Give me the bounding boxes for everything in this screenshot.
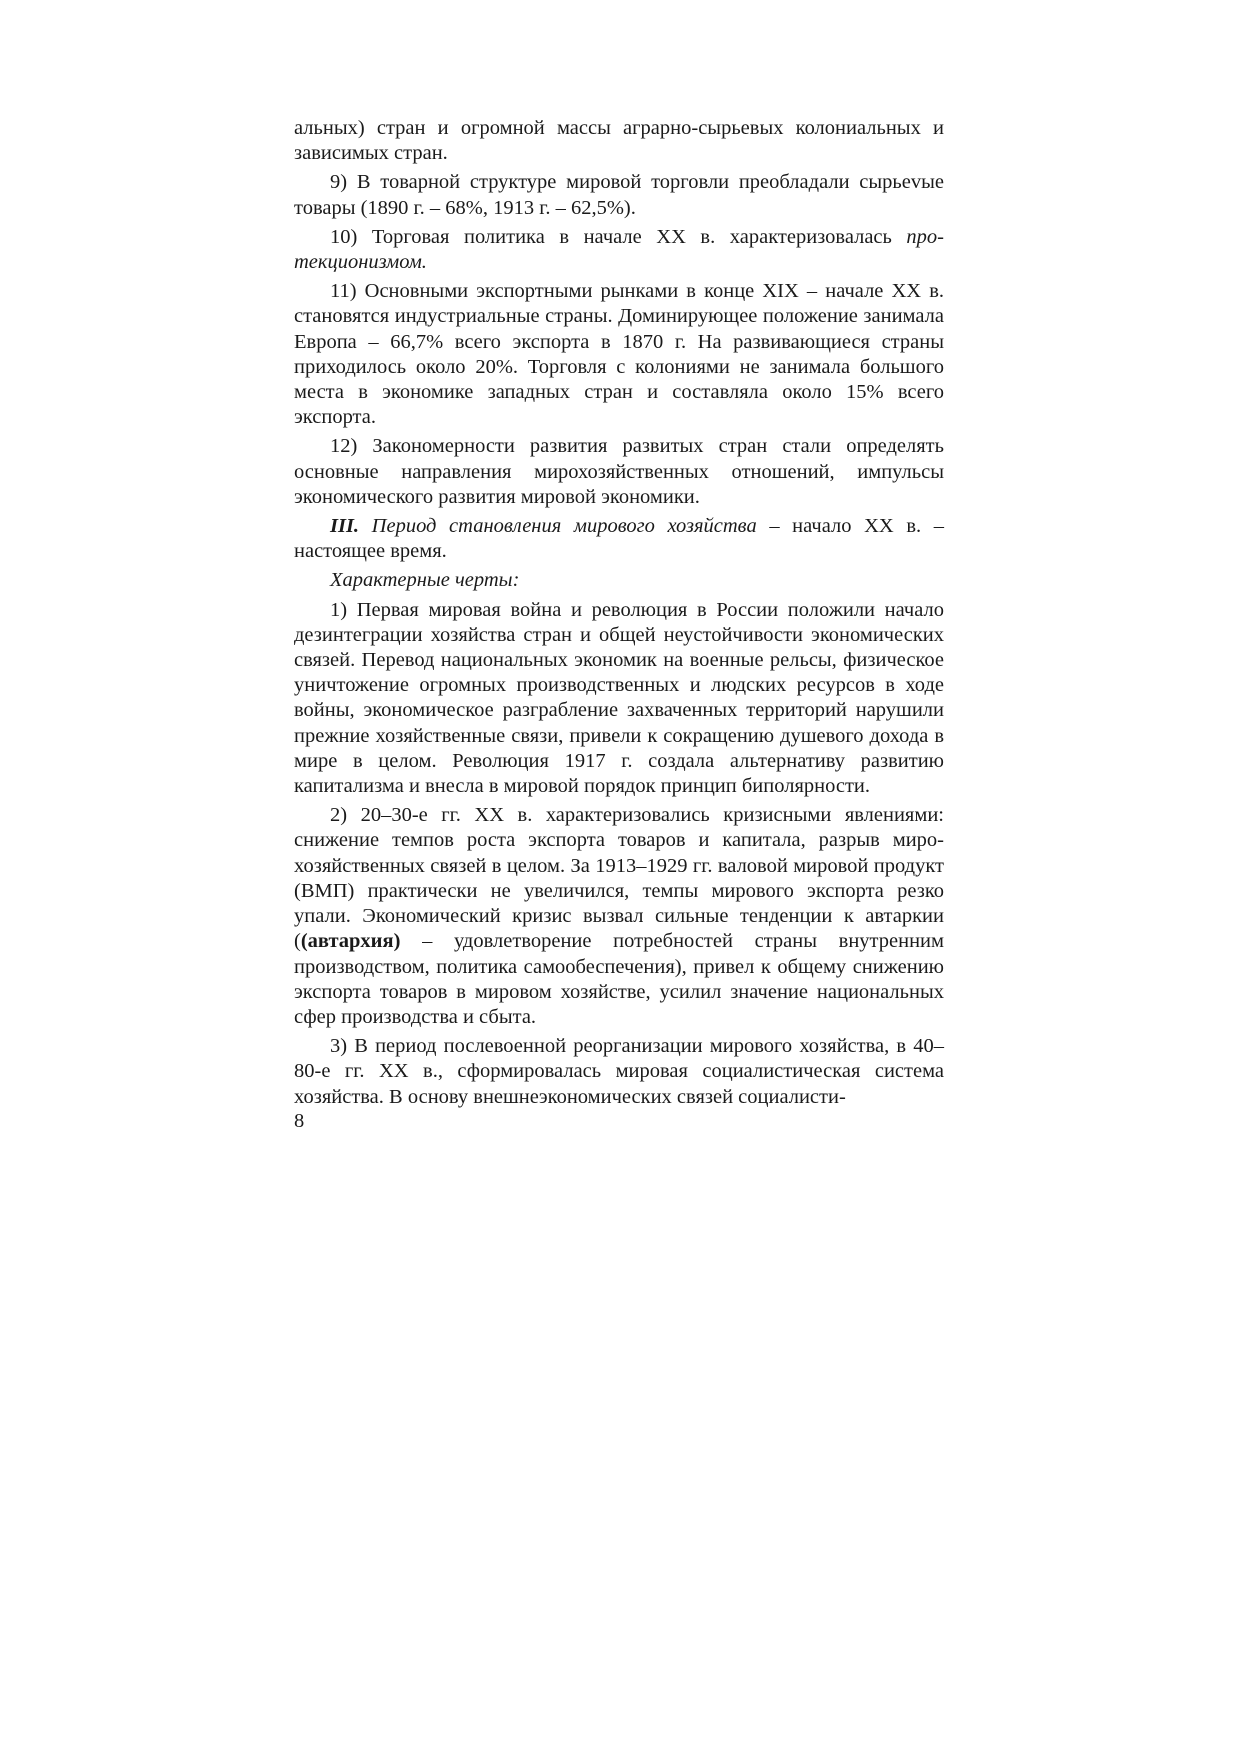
paragraph-feature-1: 1) Первая мировая война и революция в России положили начало дезинтеграции хозяйства стран и общей неустойчивости экономических связей. Перевод национальных экономик на военные рельсы, физическое уничтожение огромных производственных и людских ресурсов в ходе войны, экономическое разграбление захваченных территорий нарушили прежние хозяйственные связи, привели к сокращению душевого дохода в мире в целом. Революция 1917 г. создала альтернативу развитию капитализма и внесла в мировой порядок принцип биполярности. bbox=[294, 598, 944, 798]
page-number: 8 bbox=[294, 1110, 305, 1132]
item-10-text: 10) Торговая политика в начале XX в. характеризовалась bbox=[330, 225, 907, 248]
paragraph-item-11: 11) Основными экспортными рынками в конце XIX – начале XX в. становятся индустриальные страны. Доминирующее положение занимала Европа – 66,7% всего экспорта в 1870 г. На развивающиеся страны приходилось около 20%. Торговля с колониями не занимала большого места в экономике западных стран и составляла около 15% всего экспорта. bbox=[294, 280, 944, 429]
item-10-term: протекционизмом. bbox=[294, 225, 944, 274]
section-number: III. bbox=[330, 515, 360, 538]
section-heading-period-3 bbox=[294, 514, 944, 564]
paragraph-item-10 bbox=[294, 225, 944, 275]
paragraph-continuation: альных) стран и огромной массы аграрно-сырьевых колониальных и зависимых стран. bbox=[294, 117, 944, 165]
subheading-features: Характерные черты: bbox=[330, 569, 520, 592]
page-body bbox=[294, 116, 944, 1114]
paragraph-feature-3: 3) В период послевоенной реорганизации мирового хозяйства, в 40–80-е гг. XX в., сформировалась мировая социалистическая система хозяйства. В основу внешнеэкономических связей социалисти- bbox=[294, 1035, 944, 1108]
feature-2-text-a: 2) 20–30-е гг. XX в. характеризовались кризисными явлениями: снижение темпов роста экспорта товаров и капитала, разрыв мирохозяйственных связей в целом. За 1913–1929 гг. валовой мировой продукт (ВМП) практически не увеличился, темпы мирового экспорта резко упали. Экономический кризис вызвал сильные тенденции к автаркии ( bbox=[294, 804, 944, 953]
feature-2-text-b: – удовлетворение потребностей страны внутренним производством, политика самообеспечения), привел к общему снижению экспорта товаров в мировом хозяйстве, усилил значение национальных сфер производства и сбыта. bbox=[294, 930, 944, 1028]
paragraph-item-12: 12) Закономерности развития развитых стран стали определять основные направления мирохозяйственных отношений, импульсы экономического развития мировой экономики. bbox=[294, 435, 944, 508]
section-title: Период становления мирового хозяйства bbox=[359, 515, 757, 538]
feature-2-term: (автархия) bbox=[300, 930, 401, 953]
paragraph-feature-2 bbox=[294, 803, 944, 1030]
section-period: – начало XX в. – настоящее время. bbox=[294, 515, 944, 563]
paragraph-item-9: 9) В товарной структуре мировой торговли преобладали сырьеvые товары (1890 г. – 68%, 1913 г. – 62,5%). bbox=[294, 171, 944, 219]
